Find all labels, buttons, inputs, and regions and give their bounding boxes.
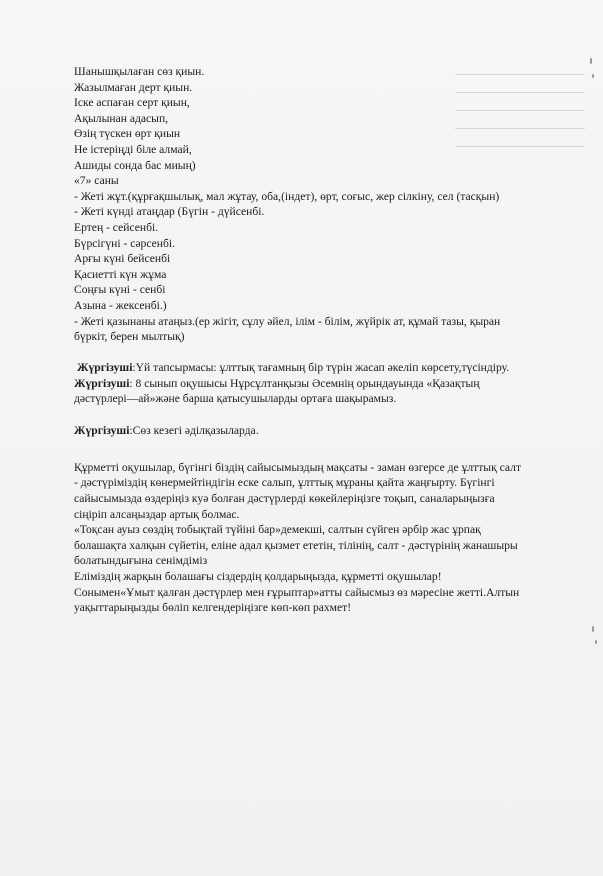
closing-line: сайысымызда өздеріңіз куә болған дәстүрлерді көкейлеріңізге тоқып, саналарыңызға (74, 492, 495, 506)
section-heading: «7» саны (74, 174, 119, 188)
poem-line: Не істеріңді біле алмай, (74, 142, 192, 156)
speaker-label: Жүргізуші (77, 361, 133, 375)
scan-speck (592, 74, 594, 78)
document-body (74, 64, 574, 616)
poem-line: Іске аспаған серт қиын, (74, 96, 190, 110)
scan-speck (592, 626, 594, 632)
poem-line: Жазылмаған дерт қиын. (74, 80, 193, 94)
closing-line: - дәстүріміздің көнермейтіндігін еске салып, ұлттық мұраны қайта жаңғырту. Бүгінгі (74, 476, 495, 490)
speaker-label: Жүргізуші (74, 423, 130, 437)
closing-line: «Тоқсан ауыз сөздің тобықтай түйіні бар»демекші, салтын сүйген әрбір жас ұрпақ (74, 523, 481, 537)
poem-line: Өзің түскен өрт қиын (74, 127, 181, 141)
speaker-label: Жүргізуші (74, 376, 130, 390)
poem-line: Ақылынан адасып, (74, 111, 169, 125)
poem (74, 64, 574, 173)
homework-task (74, 360, 574, 407)
number-seven-section (74, 173, 574, 345)
closing-line: Еліміздің жарқын болашағы сіздердің қолдарыңызда, құрметті оқушылар! (74, 570, 442, 583)
weekday-line: Ертең - сейсенбі. (74, 220, 159, 234)
task-text: :Үй тапсырмасы: ұлттық тағамның бір түрін жасап әкеліп көрсету,түсіндіру. (132, 361, 510, 375)
poem-line: Ашиды сонда бас миың) (74, 158, 196, 172)
task-line (74, 360, 574, 376)
closing-line: болашақта халқын сүйетін, еліне адал қызмет ететін, тілінің, салт - дәстүрінің жанашыры (74, 538, 518, 552)
weekday-line: Бүрсігүні - сәрсенбі. (74, 236, 175, 250)
weekday-line: Арғы күні бейсенбі (74, 252, 171, 266)
list-item: - Жеті қазынаны атаңыз.(ер жігіт, сұлу әйел, ілім - білім, жүйрік ат, құмай тазы, қыран (74, 314, 501, 328)
closing-line: сіңіріп алсаңыздар артық болмас. (74, 507, 240, 521)
closing-line: Сонымен«Ұмыт қалған дәстүрлер мен ғұрыптар»атты сайысмыз өз мәресіне жетті.Алтын (74, 585, 520, 599)
list-item-continuation: бүркіт, берен мылтық) (74, 330, 185, 344)
poem-line: Шанышқылаған сөз қиын. (74, 65, 205, 78)
closing-line: болатындығына сенімдіміз (74, 554, 208, 568)
scan-speck (590, 58, 592, 64)
closing-speech (74, 460, 574, 616)
weekday-line: Қасиетті күн жұма (74, 267, 167, 281)
jury-text: :Сөз кезегі әділқазыларда. (129, 423, 259, 437)
jury-line (74, 423, 574, 439)
scan-speck (595, 640, 597, 644)
closing-line: уақыттарыңызды бөліп келгендеріңізге көп-көп рахмет! (74, 601, 352, 615)
task-line: дәстүрлері—ай»және барша қатысушыларды ортаға шақырамыз. (74, 392, 397, 406)
task-line (74, 376, 574, 392)
closing-line: Құрметті оқушылар, бүгінгі біздің сайысымыздың мақсаты - заман өзгерсе де ұлттық салт (74, 460, 522, 474)
task-text: : 8 сынып оқушысы Нұрсұлтанқызы Әсемнің орындауында «Қазақтың (129, 376, 480, 390)
list-item: - Жеті күнді атаңдар (Бүгін - дүйсенбі. (74, 205, 265, 219)
weekday-line: Азына - жексенбі.) (74, 298, 167, 312)
weekday-line: Соңғы күні - сенбі (74, 283, 166, 297)
list-item: - Жеті жұт.(құрғақшылық, мал жұтау, оба,(індет), өрт, соғыс, жер сілкіну, сел (тасқын) (74, 189, 500, 203)
